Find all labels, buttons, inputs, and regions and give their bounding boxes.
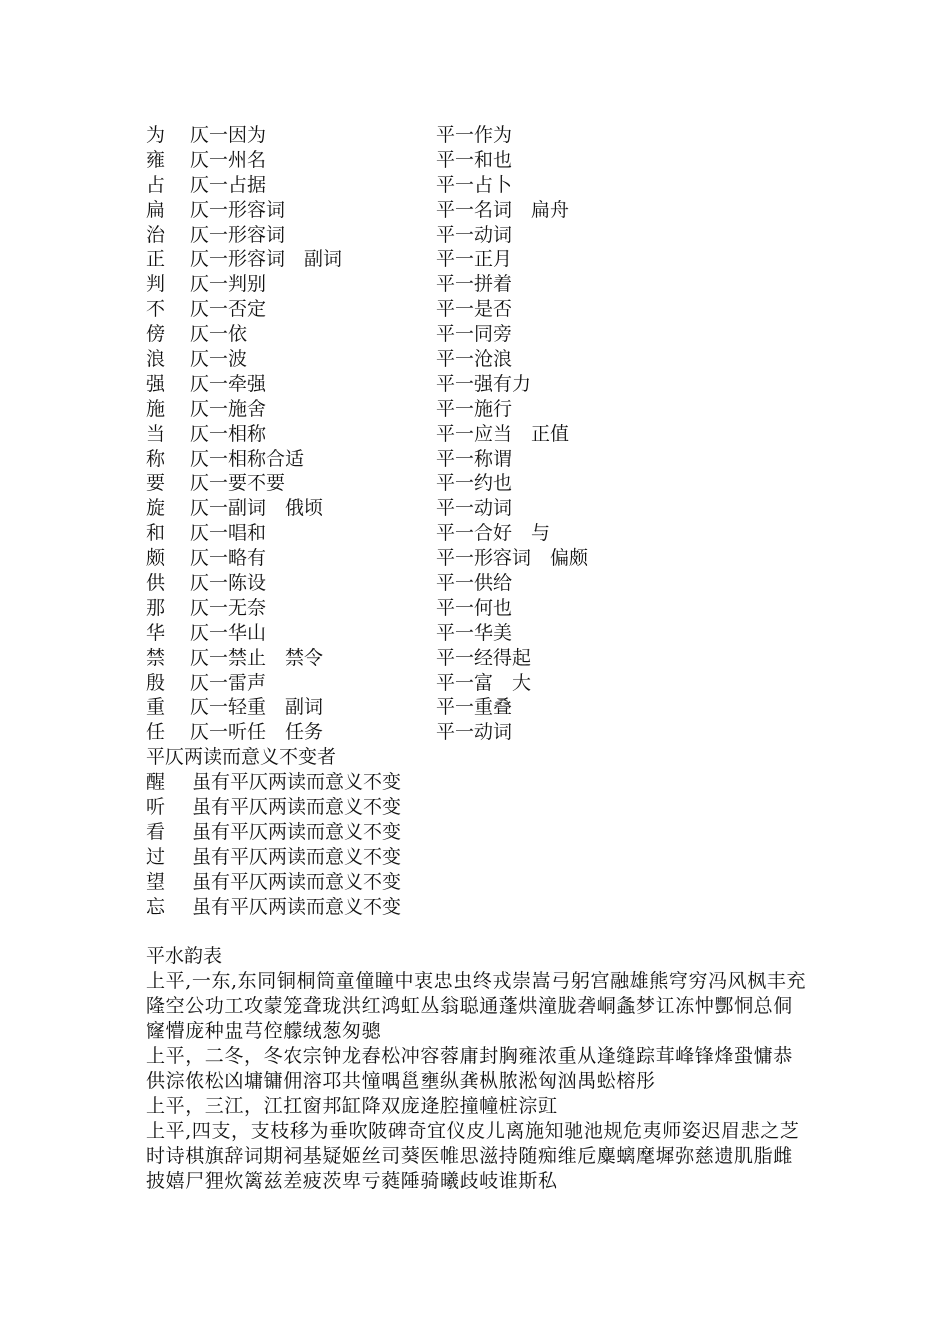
headword: 任 bbox=[146, 721, 166, 744]
headword: 正 bbox=[146, 248, 166, 271]
tone-pair-row bbox=[146, 546, 816, 571]
level-reading: 平一何也 bbox=[436, 596, 513, 619]
headword: 望 bbox=[146, 870, 166, 893]
tone-pair-row bbox=[146, 496, 816, 521]
same-meaning-row bbox=[146, 895, 816, 920]
headword: 占 bbox=[146, 173, 166, 196]
headword: 和 bbox=[146, 522, 166, 545]
headword: 扁 bbox=[146, 198, 166, 221]
oblique-reading: 仄一州名 bbox=[190, 148, 267, 171]
level-reading: 平一动词 bbox=[436, 497, 513, 520]
level-reading: 平一约也 bbox=[436, 472, 513, 495]
headword: 旋 bbox=[146, 497, 166, 520]
oblique-reading: 仄一听任 任务 bbox=[190, 721, 324, 744]
tone-pair-row bbox=[146, 521, 816, 546]
tone-pair-row bbox=[146, 695, 816, 720]
oblique-reading: 仄一形容词 bbox=[190, 198, 286, 221]
headword: 傍 bbox=[146, 323, 166, 346]
level-reading: 平一正月 bbox=[436, 248, 513, 271]
oblique-reading: 仄一华山 bbox=[190, 621, 267, 644]
level-reading: 平一富 大 bbox=[436, 671, 532, 694]
headword: 过 bbox=[146, 845, 166, 868]
oblique-reading: 仄一无奈 bbox=[190, 596, 267, 619]
level-reading: 平一称谓 bbox=[436, 447, 513, 470]
headword: 浪 bbox=[146, 348, 166, 371]
same-meaning-heading: 平仄两读而意义不变者 bbox=[146, 746, 337, 769]
level-reading: 平一动词 bbox=[436, 223, 513, 246]
level-reading: 平一名词 扁舟 bbox=[436, 198, 570, 221]
tone-pair-row bbox=[146, 571, 816, 596]
tone-pair-row bbox=[146, 272, 816, 297]
oblique-reading: 仄一轻重 副词 bbox=[190, 696, 324, 719]
same-meaning-row bbox=[146, 770, 816, 795]
same-meaning-row bbox=[146, 845, 816, 870]
rhyme-table bbox=[146, 969, 816, 1193]
level-reading: 平一施行 bbox=[436, 397, 513, 420]
rhyme-group: 上平，三江，江扛窗邦缸降双庞逄腔撞幢桩淙豇 bbox=[146, 1094, 558, 1117]
rhyme-table-title: 平水韵表 bbox=[146, 945, 223, 968]
oblique-reading: 仄一否定 bbox=[190, 298, 267, 321]
level-reading: 平一重叠 bbox=[436, 696, 513, 719]
headword: 那 bbox=[146, 596, 166, 619]
tone-pair-row bbox=[146, 322, 816, 347]
headword: 重 bbox=[146, 696, 166, 719]
headword: 供 bbox=[146, 572, 166, 595]
level-reading: 平一形容词 偏颇 bbox=[436, 547, 589, 570]
level-reading: 平一拼着 bbox=[436, 273, 513, 296]
same-meaning-row bbox=[146, 820, 816, 845]
tone-pair-row bbox=[146, 173, 816, 198]
same-meaning-note: 虽有平仄两读而意义不变 bbox=[192, 820, 402, 843]
oblique-reading: 仄一施舍 bbox=[190, 397, 267, 420]
tone-pair-table bbox=[146, 123, 816, 745]
same-meaning-note: 虽有平仄两读而意义不变 bbox=[192, 771, 402, 794]
oblique-reading: 仄一占据 bbox=[190, 173, 267, 196]
headword: 要 bbox=[146, 472, 166, 495]
level-reading: 平一沧浪 bbox=[436, 348, 513, 371]
same-meaning-row bbox=[146, 795, 816, 820]
headword: 强 bbox=[146, 372, 166, 395]
headword: 听 bbox=[146, 796, 166, 819]
headword: 禁 bbox=[146, 646, 166, 669]
headword: 施 bbox=[146, 397, 166, 420]
oblique-reading: 仄一禁止 禁令 bbox=[190, 646, 324, 669]
tone-pair-row bbox=[146, 297, 816, 322]
oblique-reading: 仄一形容词 副词 bbox=[190, 248, 343, 271]
level-reading: 平一动词 bbox=[436, 721, 513, 744]
level-reading: 平一应当 正值 bbox=[436, 422, 570, 445]
tone-pair-row bbox=[146, 646, 816, 671]
level-reading: 平一强有力 bbox=[436, 372, 532, 395]
same-meaning-note: 虽有平仄两读而意义不变 bbox=[192, 796, 402, 819]
tone-pair-row bbox=[146, 148, 816, 173]
oblique-reading: 仄一判别 bbox=[190, 273, 267, 296]
rhyme-group: 上平，二冬，冬农宗钟龙舂松冲容蓉庸封胸雍浓重从逢缝踪茸峰锋烽蛩慵恭供淙侬松凶墉镛佣溶邛共憧喁邕壅纵龚枞脓淞匈汹禺蚣榕彤 bbox=[146, 1045, 793, 1092]
oblique-reading: 仄一雷声 bbox=[190, 671, 267, 694]
tone-pair-row bbox=[146, 621, 816, 646]
level-reading: 平一作为 bbox=[436, 124, 513, 146]
headword: 称 bbox=[146, 447, 166, 470]
level-reading: 平一华美 bbox=[436, 621, 513, 644]
headword: 不 bbox=[146, 298, 166, 321]
oblique-reading: 仄一依 bbox=[190, 323, 248, 346]
tone-pair-row bbox=[146, 471, 816, 496]
headword: 雍 bbox=[146, 148, 166, 171]
headword: 华 bbox=[146, 621, 166, 644]
rhyme-group: 上平,四支，支枝移为垂吹陂碑奇宜仪皮儿离施知驰池规危夷师姿迟眉悲之芝时诗棋旗辞词期祠基疑姬丝司葵医帷思滋持随痴维卮麋螭麾墀弥慈遗肌脂雌披嬉尸狸炊篱兹差疲茨卑亏蕤陲骑曦歧岐谁斯私 bbox=[146, 1119, 800, 1192]
level-reading: 平一合好 与 bbox=[436, 522, 551, 545]
oblique-reading: 仄一副词 俄顷 bbox=[190, 497, 324, 520]
headword: 殷 bbox=[146, 671, 166, 694]
headword: 看 bbox=[146, 820, 166, 843]
document-page bbox=[146, 123, 816, 1193]
oblique-reading: 仄一相称合适 bbox=[190, 447, 305, 470]
oblique-reading: 仄一因为 bbox=[190, 124, 267, 146]
same-meaning-note: 虽有平仄两读而意义不变 bbox=[192, 845, 402, 868]
oblique-reading: 仄一略有 bbox=[190, 547, 267, 570]
same-meaning-list bbox=[146, 770, 816, 919]
same-meaning-note: 虽有平仄两读而意义不变 bbox=[192, 895, 402, 918]
level-reading: 平一经得起 bbox=[436, 646, 532, 669]
oblique-reading: 仄一形容词 bbox=[190, 223, 286, 246]
tone-pair-row bbox=[146, 720, 816, 745]
level-reading: 平一供给 bbox=[436, 572, 513, 595]
tone-pair-row bbox=[146, 123, 816, 148]
headword: 忘 bbox=[146, 895, 166, 918]
tone-pair-row bbox=[146, 347, 816, 372]
tone-pair-row bbox=[146, 422, 816, 447]
level-reading: 平一占卜 bbox=[436, 173, 513, 196]
tone-pair-row bbox=[146, 223, 816, 248]
tone-pair-row bbox=[146, 671, 816, 696]
blank-line bbox=[146, 920, 816, 945]
same-meaning-note: 虽有平仄两读而意义不变 bbox=[192, 870, 402, 893]
oblique-reading: 仄一陈设 bbox=[190, 572, 267, 595]
headword: 判 bbox=[146, 273, 166, 296]
level-reading: 平一同旁 bbox=[436, 323, 513, 346]
oblique-reading: 仄一牵强 bbox=[190, 372, 267, 395]
oblique-reading: 仄一要不要 bbox=[190, 472, 286, 495]
tone-pair-row bbox=[146, 247, 816, 272]
oblique-reading: 仄一唱和 bbox=[190, 522, 267, 545]
headword: 治 bbox=[146, 223, 166, 246]
tone-pair-row bbox=[146, 447, 816, 472]
tone-pair-row bbox=[146, 198, 816, 223]
tone-pair-row bbox=[146, 397, 816, 422]
headword: 为 bbox=[146, 124, 166, 146]
headword: 醒 bbox=[146, 771, 166, 794]
same-meaning-row bbox=[146, 870, 816, 895]
oblique-reading: 仄一波 bbox=[190, 348, 248, 371]
tone-pair-row bbox=[146, 596, 816, 621]
headword: 当 bbox=[146, 422, 166, 445]
level-reading: 平一和也 bbox=[436, 148, 513, 171]
rhyme-group: 上平,一东,东同铜桐筒童僮瞳中衷忠虫终戎崇嵩弓躬宫融雄熊穹穷冯风枫丰充隆空公功工攻蒙笼聋珑洪红鸿虹丛翁聪通蓬烘潼胧砻峒螽梦讧冻忡酆恫总侗窿懵庞种盅芎倥艨绒葱匆骢 bbox=[146, 970, 807, 1043]
tone-pair-row bbox=[146, 372, 816, 397]
oblique-reading: 仄一相称 bbox=[190, 422, 267, 445]
headword: 颇 bbox=[146, 547, 166, 570]
level-reading: 平一是否 bbox=[436, 298, 513, 321]
